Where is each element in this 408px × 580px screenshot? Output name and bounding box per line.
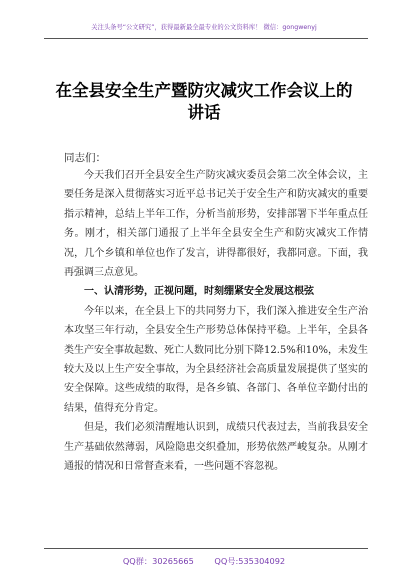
document-body [64, 166, 368, 477]
footer-divider [44, 548, 368, 549]
paragraph: 今年以来，在全县上下的共同努力下，我们深入推进安全生产治本攻坚三年行动，全县安全生产形势总体保持平稳。上半年，全县各类生产安全事故起数、死亡人数同比分别下降12.5%和10%，未发生较大及以上生产安全事故，为全县经济社会高质量发展提供了坚实的安全保障。这些成绩的取得，是各乡镇、各部门、各单位辛勤付出的结果，值得充分肯定。 [64, 305, 368, 414]
paragraph: 今天我们召开全县安全生产防灾减灾委员会第二次全体会议，主要任务是深入贯彻落实习近平总书记关于安全生产和防灾减灾的重要指示精神，总结上半年工作，分析当前形势，安排部署下半年重点任务。刚才，相关部门通报了上半年全县安全生产和防灾减灾工作情况，几个乡镇和单位也作了发言，讲得都很好，我都同意。下面，我再强调三点意见。 [64, 170, 368, 279]
footer [0, 556, 408, 567]
paragraph: 但是，我们必须清醒地认识到，成绩只代表过去，当前我县安全生产基础依然薄弱，风险隐患交织叠加，形势依然严峻复杂。从刚才通报的情况和日常督查来看，一些问题不容忽视。 [64, 422, 368, 473]
greeting: 同志们： [64, 152, 106, 164]
header-banner: 关注头条号“公文研究”，获得最新最全最专业的公文资料库！ 微信：gongwenyj [91, 24, 317, 31]
section-heading: 一、认清形势，正视问题，时刻绷紧安全发展这根弦 [84, 286, 314, 298]
footer-qq-group: QQ群：30265665 [122, 556, 194, 566]
header-divider [44, 38, 368, 39]
document-title: 在全县安全生产暨防灾减灾工作会议上的讲话 [55, 81, 353, 122]
footer-qq: QQ号:535304092 [214, 556, 286, 566]
